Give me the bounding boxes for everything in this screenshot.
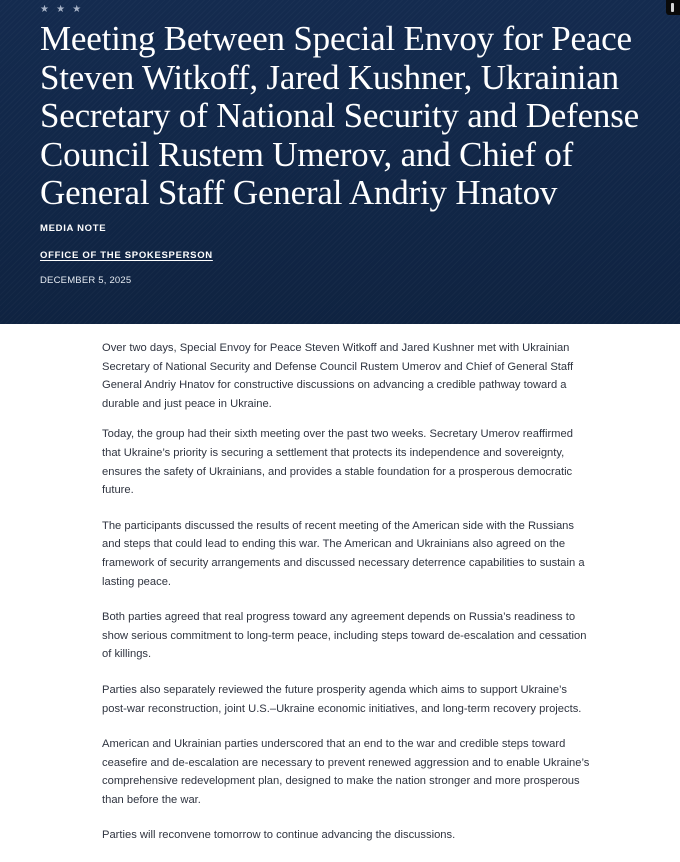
media-note-label: MEDIA NOTE: [40, 223, 107, 234]
publish-date: DECEMBER 5, 2025: [40, 275, 132, 286]
article-paragraph: Both parties agreed that real progress toward any agreement depends on Russia’s readiness to show serious commitment to long-term peace, including steps toward de-escalation and cessation of killings.: [102, 611, 587, 661]
article-paragraph: American and Ukrainian parties underscored that an end to the war and credible steps toward ceasefire and de-escalation are necessary to prevent renewed aggression and to enable Ukraine’s comprehensive redevelopment plan, designed to make the nation stronger and more prosperous than before the war.: [102, 738, 590, 806]
article-paragraph: Today, the group had their sixth meeting over the past two weeks. Secretary Umerov reaffirmed that Ukraine’s priority is securing a settlement that protects its independence and sovereignty, ensures the safety of Ukrainians, and provides a stable foundation for a prosperous democratic future.: [102, 428, 573, 497]
page-header: [0, 0, 680, 324]
article-paragraph: Parties will reconvene tomorrow to continue advancing the discussions.: [102, 829, 456, 842]
article-paragraph: The participants discussed the results of recent meeting of the American side with the Russians and steps that could lead to ending this war. The American and Ukrainians also agreed on the framework of security arrangements and discussed necessary deterrence capabilities to sustain a lasting peace.: [102, 519, 585, 588]
article-paragraph: Parties also separately reviewed the future prosperity agenda which aims to support Ukraine’s post-war reconstruction, joint U.S.–Ukraine economic initiatives, and long-term recovery projects.: [102, 683, 582, 715]
handle-bar: [671, 3, 674, 12]
office-of-spokesperson-link[interactable]: OFFICE OF THE SPOKESPERSON: [40, 250, 213, 261]
article-paragraph: Over two days, Special Envoy for Peace Steven Witkoff and Jared Kushner met with Ukrainian Secretary of National Security and Defense Council Rustem Umerov and Chief of General Staff General Andriy Hnatov for constructive discussions on advancing a credible pathway toward a durable and just peace in Ukraine.: [102, 342, 574, 410]
article-body: [102, 339, 594, 862]
stars-icon: ★ ★ ★: [40, 4, 84, 15]
page-title: Meeting Between Special Envoy for Peace Steven Witkoff, Jared Kushner, Ukrainian Secretary of National Security and Defense Council Rustem Umerov, and Chief of General Staff General Andriy Hnatov: [40, 19, 639, 212]
scroll-handle-icon[interactable]: [666, 0, 680, 15]
